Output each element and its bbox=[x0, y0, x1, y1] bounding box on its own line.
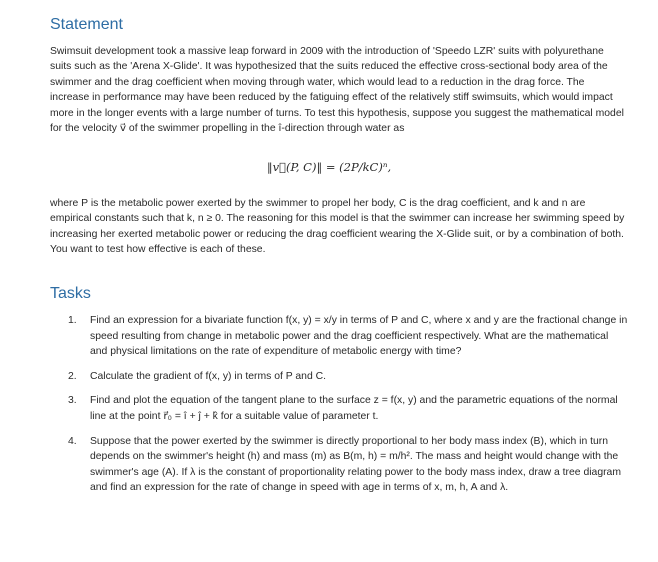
tasks-list bbox=[68, 313, 628, 505]
task-number: 3. bbox=[68, 395, 77, 407]
task-item-4 bbox=[68, 434, 628, 496]
task-text: Find and plot the equation of the tangent plane to the surface z = f(x, y) and the parametric equations of the normal line at the point r⃗₀ = î + ĵ + k̂ for a suitable value of parameter t. bbox=[90, 395, 618, 422]
statement-paragraph-2: where P is the metabolic power exerted by the swimmer to propel her body, C is the drag coefficient, and k and n are empirical constants such that k, n ≥ 0. The reasoning for this model is that the swimmer can increase her swimming speed by increasing her exerted metabolic power or reducing the drag coefficient wearing the X-Glide suit, or by a combination of both. You want to test how effective is each of these. bbox=[50, 198, 625, 256]
statement-paragraph-1: Swimsuit development took a massive leap forward in 2009 with the introduction of 'Speedo LZR' suits with polyurethane suits such as the 'Arena X-Glide'. It was hypothesized that the suits reduced the effective cross-sectional body area of the swimmer and the drag coefficient when moving through water, which would lead to a reduction in the drag force. The increase in performance may have been reduced by the fatiguing effect of the relatively stiff swimsuits, which would impact more in the longer events with a large number of turns. To test this hypothesis, suppose you suggest the mathematical model for the velocity v⃗ of the swimmer propelling in the î-direction through water as bbox=[50, 46, 624, 135]
task-item-1 bbox=[68, 313, 628, 360]
tasks-heading: Tasks bbox=[50, 285, 91, 302]
task-item-2 bbox=[68, 369, 628, 385]
task-item-3 bbox=[68, 393, 628, 424]
task-number: 1. bbox=[68, 315, 77, 326]
statement-heading: Statement bbox=[50, 16, 123, 33]
task-number: 2. bbox=[68, 370, 77, 382]
task-text: Find an expression for a bivariate function f(x, y) = x/y in terms of P and C, where x and y are the fractional change in speed resulting from change in metabolic power and the drag coefficient respectively. What are the mathematical and physical limitations on the rate of expenditure of metabolic energy with time? bbox=[90, 315, 628, 358]
task-text: Suppose that the power exerted by the swimmer is directly proportional to her body mass index (B), which in turn depends on the swimmer's height (h) and mass (m) as B(m, h) = m/h². The mass and height would change with the swimmer's age (A). If λ is the constant of proportionality relating power to the body mass index, draw a tree diagram and find an expression for the rate of change in speed with age in terms of x, m, h, A and λ. bbox=[90, 435, 621, 494]
velocity-formula: ‖v⃗(P, C)‖ = (2P/kC)ⁿ, bbox=[266, 160, 392, 174]
task-text: Calculate the gradient of f(x, y) in terms of P and C. bbox=[90, 370, 327, 382]
task-number: 4. bbox=[68, 435, 77, 447]
